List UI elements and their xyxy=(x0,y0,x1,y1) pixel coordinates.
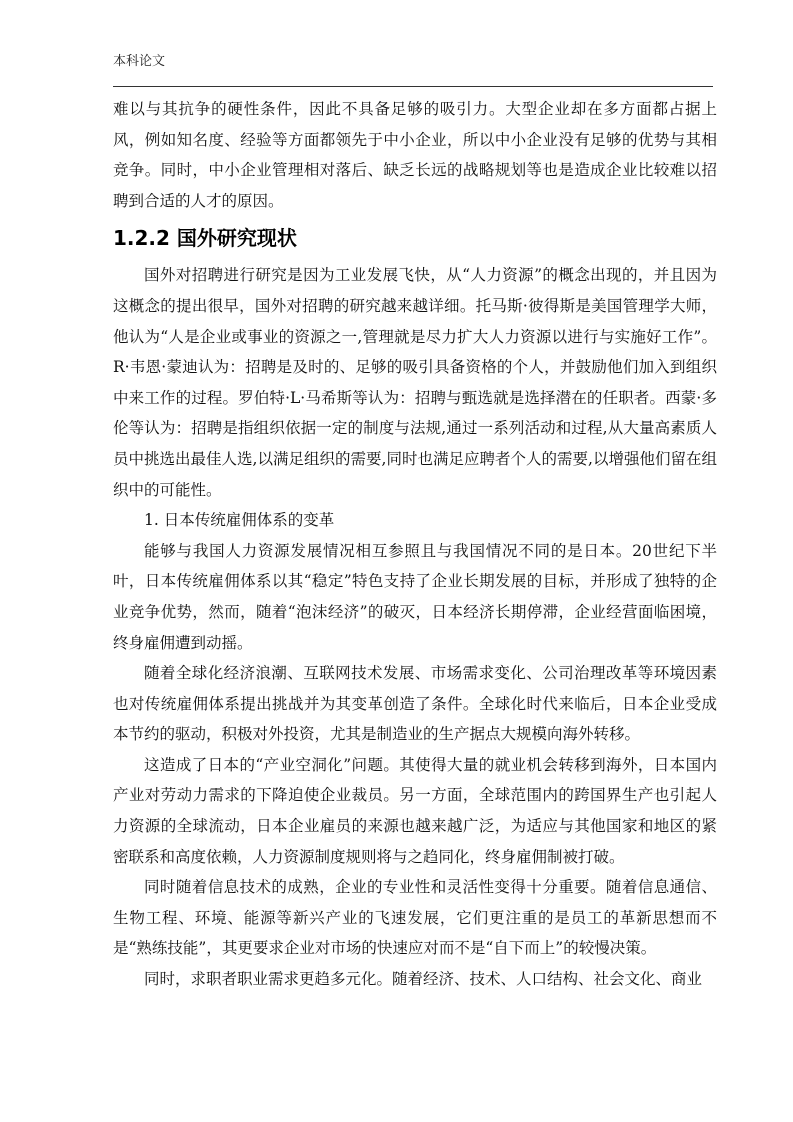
paragraph-foreign-research: 国外对招聘进行研究是因为工业发展飞快，从“人力资源”的概念出现的，并且因为这概念的提出很早，国外对招聘的研究越来越详细。托马斯·彼得斯是美国管理学大师，他认为“人是企业或事业的资源之一,管理就是尽力扩大人力资源以进行与实施好工作”。R·韦恩·蒙迪认为：招聘是及时的、足够的吸引具备资格的个人，并鼓励他们加入到组织中来工作的过程。罗伯特·L·马希斯等认为：招聘与甄选就是选择潜在的任职者。西蒙·多伦等认为：招聘是指组织依据一定的制度与法规,通过一系列活动和过程,从大量高素质人员中挑选出最佳人选,以满足组织的需要,同时也满足应聘者个人的需要,以增强他们留在组织中的可能性。 xyxy=(113,266,717,499)
paragraph-japan-intro: 能够与我国人力资源发展情况相互参照且与我国情况不同的是日本。20世纪下半叶，日本传统雇佣体系以其“稳定”特色支持了企业长期发展的目标，并形成了独特的企业竞争优势，然而，随着“泡沫经济”的破灭，日本经济长期停滞，企业经营面临困境，终身雇佣遭到动摇。 xyxy=(113,541,717,652)
paragraph-information-tech: 同时随着信息技术的成熟，企业的专业性和灵活性变得十分重要。随着信息通信、生物工程、环境、能源等新兴产业的飞速发展，它们更注重的是员工的革新思想而不是“熟练技能”，其更要求企业对市场的快速应对而不是“自下而上”的较慢决策。 xyxy=(113,878,717,958)
section-heading: 1.2.2 国外研究现状 xyxy=(113,226,297,251)
body-text xyxy=(113,94,717,995)
running-header: 本科论文 xyxy=(113,54,166,69)
numbered-subheading: 1. 日本传统雇佣体系的变革 xyxy=(144,511,335,530)
paragraph-hollowing: 这造成了日本的“产业空洞化”问题。其使得大量的就业机会转移到海外，日本国内产业对劳动力需求的下降迫使企业裁员。另一方面，全球范围内的跨国界生产也引起人力资源的全球流动，日本企业雇员的来源也越来越广泛，为适应与其他国家和地区的紧密联系和高度依赖，人力资源制度规则将与之趋同化，终身雇佣制被打破。 xyxy=(113,755,717,866)
paragraph-globalization: 随着全球化经济浪潮、互联网技术发展、市场需求变化、公司治理改革等环境因素也对传统雇佣体系提出挑战并为其变革创造了条件。全球化时代来临后，日本企业受成本节约的驱动，积极对外投资，尤其是制造业的生产据点大规模向海外转移。 xyxy=(113,664,717,744)
header-divider xyxy=(113,86,713,87)
paragraph-job-seekers: 同时，求职者职业需求更趋多元化。随着经济、技术、人口结构、社会文化、商业 xyxy=(144,970,703,989)
intro-paragraph: 难以与其抗争的硬性条件，因此不具备足够的吸引力。大型企业却在多方面都占据上风，例如知名度、经验等方面都领先于中小企业，所以中小企业没有足够的优势与其相竞争。同时，中小企业管理相对落后、缺乏长远的战略规划等也是造成企业比较难以招聘到合适的人才的原因。 xyxy=(113,100,717,210)
